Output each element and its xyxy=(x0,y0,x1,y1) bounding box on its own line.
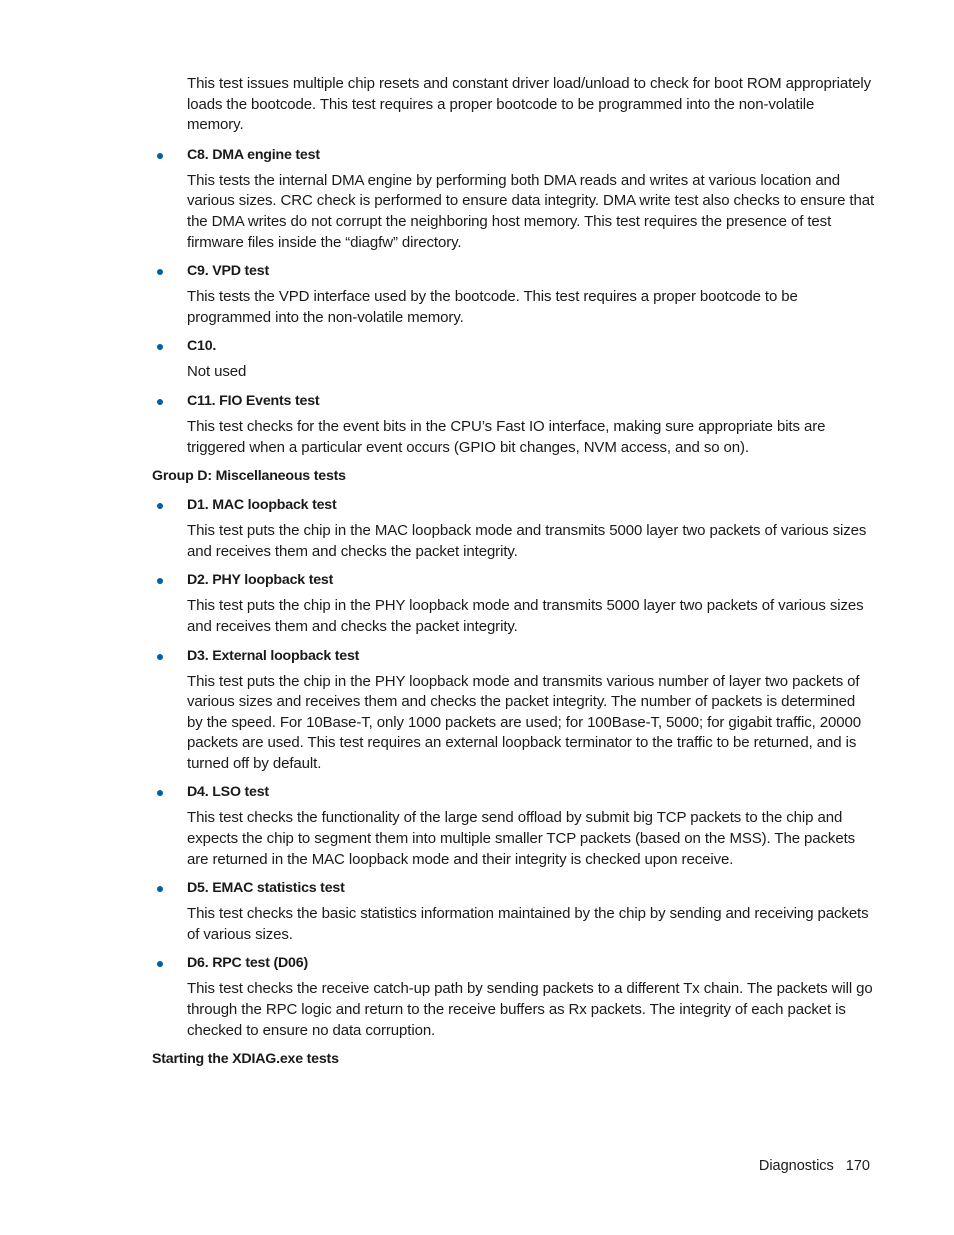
bullet-icon: ● xyxy=(155,338,165,355)
bullet-icon: ● xyxy=(155,497,165,514)
intro-paragraph: This test issues multiple chip resets and constant driver load/unload to check for boot ROM appropriately loads the bootcode. This test requires a proper bootcode to be programmed into the non-volatile memory. xyxy=(187,75,872,134)
footer-section: Diagnostics xyxy=(758,1158,834,1174)
list-item xyxy=(152,261,874,328)
list-item xyxy=(152,336,874,383)
bullet-icon: ● xyxy=(155,784,165,801)
page-content xyxy=(152,74,874,1078)
item-description: This test checks the basic statistics information maintained by the chip by sending and receiving packets of various sizes. xyxy=(187,905,869,943)
list-item xyxy=(152,391,874,458)
item-description: This test checks for the event bits in the CPU’s Fast IO interface, making sure appropriate bits are triggered when a particular event occurs (GPIO bit changes, NVM access, and so on). xyxy=(187,417,826,456)
bullet-icon: ● xyxy=(155,392,165,409)
item-heading xyxy=(155,646,874,666)
item-description: This tests the VPD interface used by the bootcode. This test requires a proper bootcode to be programmed into the non-volatile memory. xyxy=(187,288,798,326)
item-description: This test puts the chip in the MAC loopback mode and transmits 5000 layer two packets of various sizes and receives them and checks the packet integrity. xyxy=(187,522,867,560)
item-heading xyxy=(155,570,874,590)
item-heading xyxy=(155,878,874,898)
bullet-icon: ● xyxy=(155,880,165,897)
item-heading xyxy=(155,782,874,802)
item-heading xyxy=(155,145,874,165)
item-heading xyxy=(155,391,874,411)
item-description: Not used xyxy=(187,363,247,381)
item-title: D5. EMAC statistics test xyxy=(187,880,345,897)
list-item xyxy=(152,570,874,637)
bullet-icon: ● xyxy=(155,955,165,972)
item-heading xyxy=(155,953,874,973)
item-description: This test puts the chip in the PHY loopback mode and transmits various number of layer two packets of various sizes and receives them and checks the packet integrity. The number of packets is determined by the speed. For 10Base-T, only 1000 packets are used; for 100Base-T, 5000; for gigabit traffic, 20000 packets are used. This test requires an external loopback terminator to the traffic to be returned, and is turned off by default. xyxy=(187,672,862,772)
bullet-icon: ● xyxy=(155,647,165,664)
list-item xyxy=(152,145,874,253)
item-heading xyxy=(155,495,874,515)
bullet-icon: ● xyxy=(155,263,165,280)
item-title: D2. PHY loopback test xyxy=(187,572,334,589)
item-description: This tests the internal DMA engine by performing both DMA reads and writes at various location and various sizes. CRC check is performed to ensure data integrity. DMA write test also checks to ensure that the DMA writes do not corrupt the neighboring host memory. This test requires the presence of test firmware files inside the “diagfw” directory. xyxy=(187,171,875,251)
list-item xyxy=(152,646,874,775)
bullet-icon: ● xyxy=(155,146,165,163)
list-item xyxy=(152,495,874,562)
page-footer xyxy=(600,1156,870,1176)
item-title: C10. xyxy=(187,338,217,355)
list-item xyxy=(152,878,874,945)
group-c-list xyxy=(152,145,874,458)
group-d-list xyxy=(152,495,874,1041)
item-heading xyxy=(155,261,874,281)
item-heading xyxy=(155,336,874,356)
item-title: C9. VPD test xyxy=(187,263,269,280)
item-title: D3. External loopback test xyxy=(187,647,360,664)
closing-heading: Starting the XDIAG.exe tests xyxy=(152,1051,339,1068)
item-title: D4. LSO test xyxy=(187,784,269,801)
item-title: C8. DMA engine test xyxy=(187,146,320,163)
item-title: C11. FIO Events test xyxy=(187,392,320,409)
item-description: This test puts the chip in the PHY loopback mode and transmits 5000 layer two packets of various sizes and receives them and checks the packet integrity. xyxy=(187,597,864,635)
page-number: 170 xyxy=(845,1158,870,1174)
item-description: This test checks the receive catch-up path by sending packets to a different Tx chain. The packets will go through the RPC logic and return to the receive buffers as Rx packets. The integrity of each packet is checked to ensure no data corruption. xyxy=(187,980,873,1039)
item-title: D6. RPC test (D06) xyxy=(187,955,308,972)
item-description: This test checks the functionality of the large send offload by submit big TCP packets to the chip and expects the chip to segment them into multiple smaller TCP packets (based on the MSS). The packets are returned in the MAC loopback mode and their integrity is checked upon receive. xyxy=(187,809,856,868)
list-item xyxy=(152,953,874,1041)
item-title: D1. MAC loopback test xyxy=(187,497,337,514)
bullet-icon: ● xyxy=(155,572,165,589)
group-d-heading: Group D: Miscellaneous tests xyxy=(152,468,346,485)
list-item xyxy=(152,782,874,870)
